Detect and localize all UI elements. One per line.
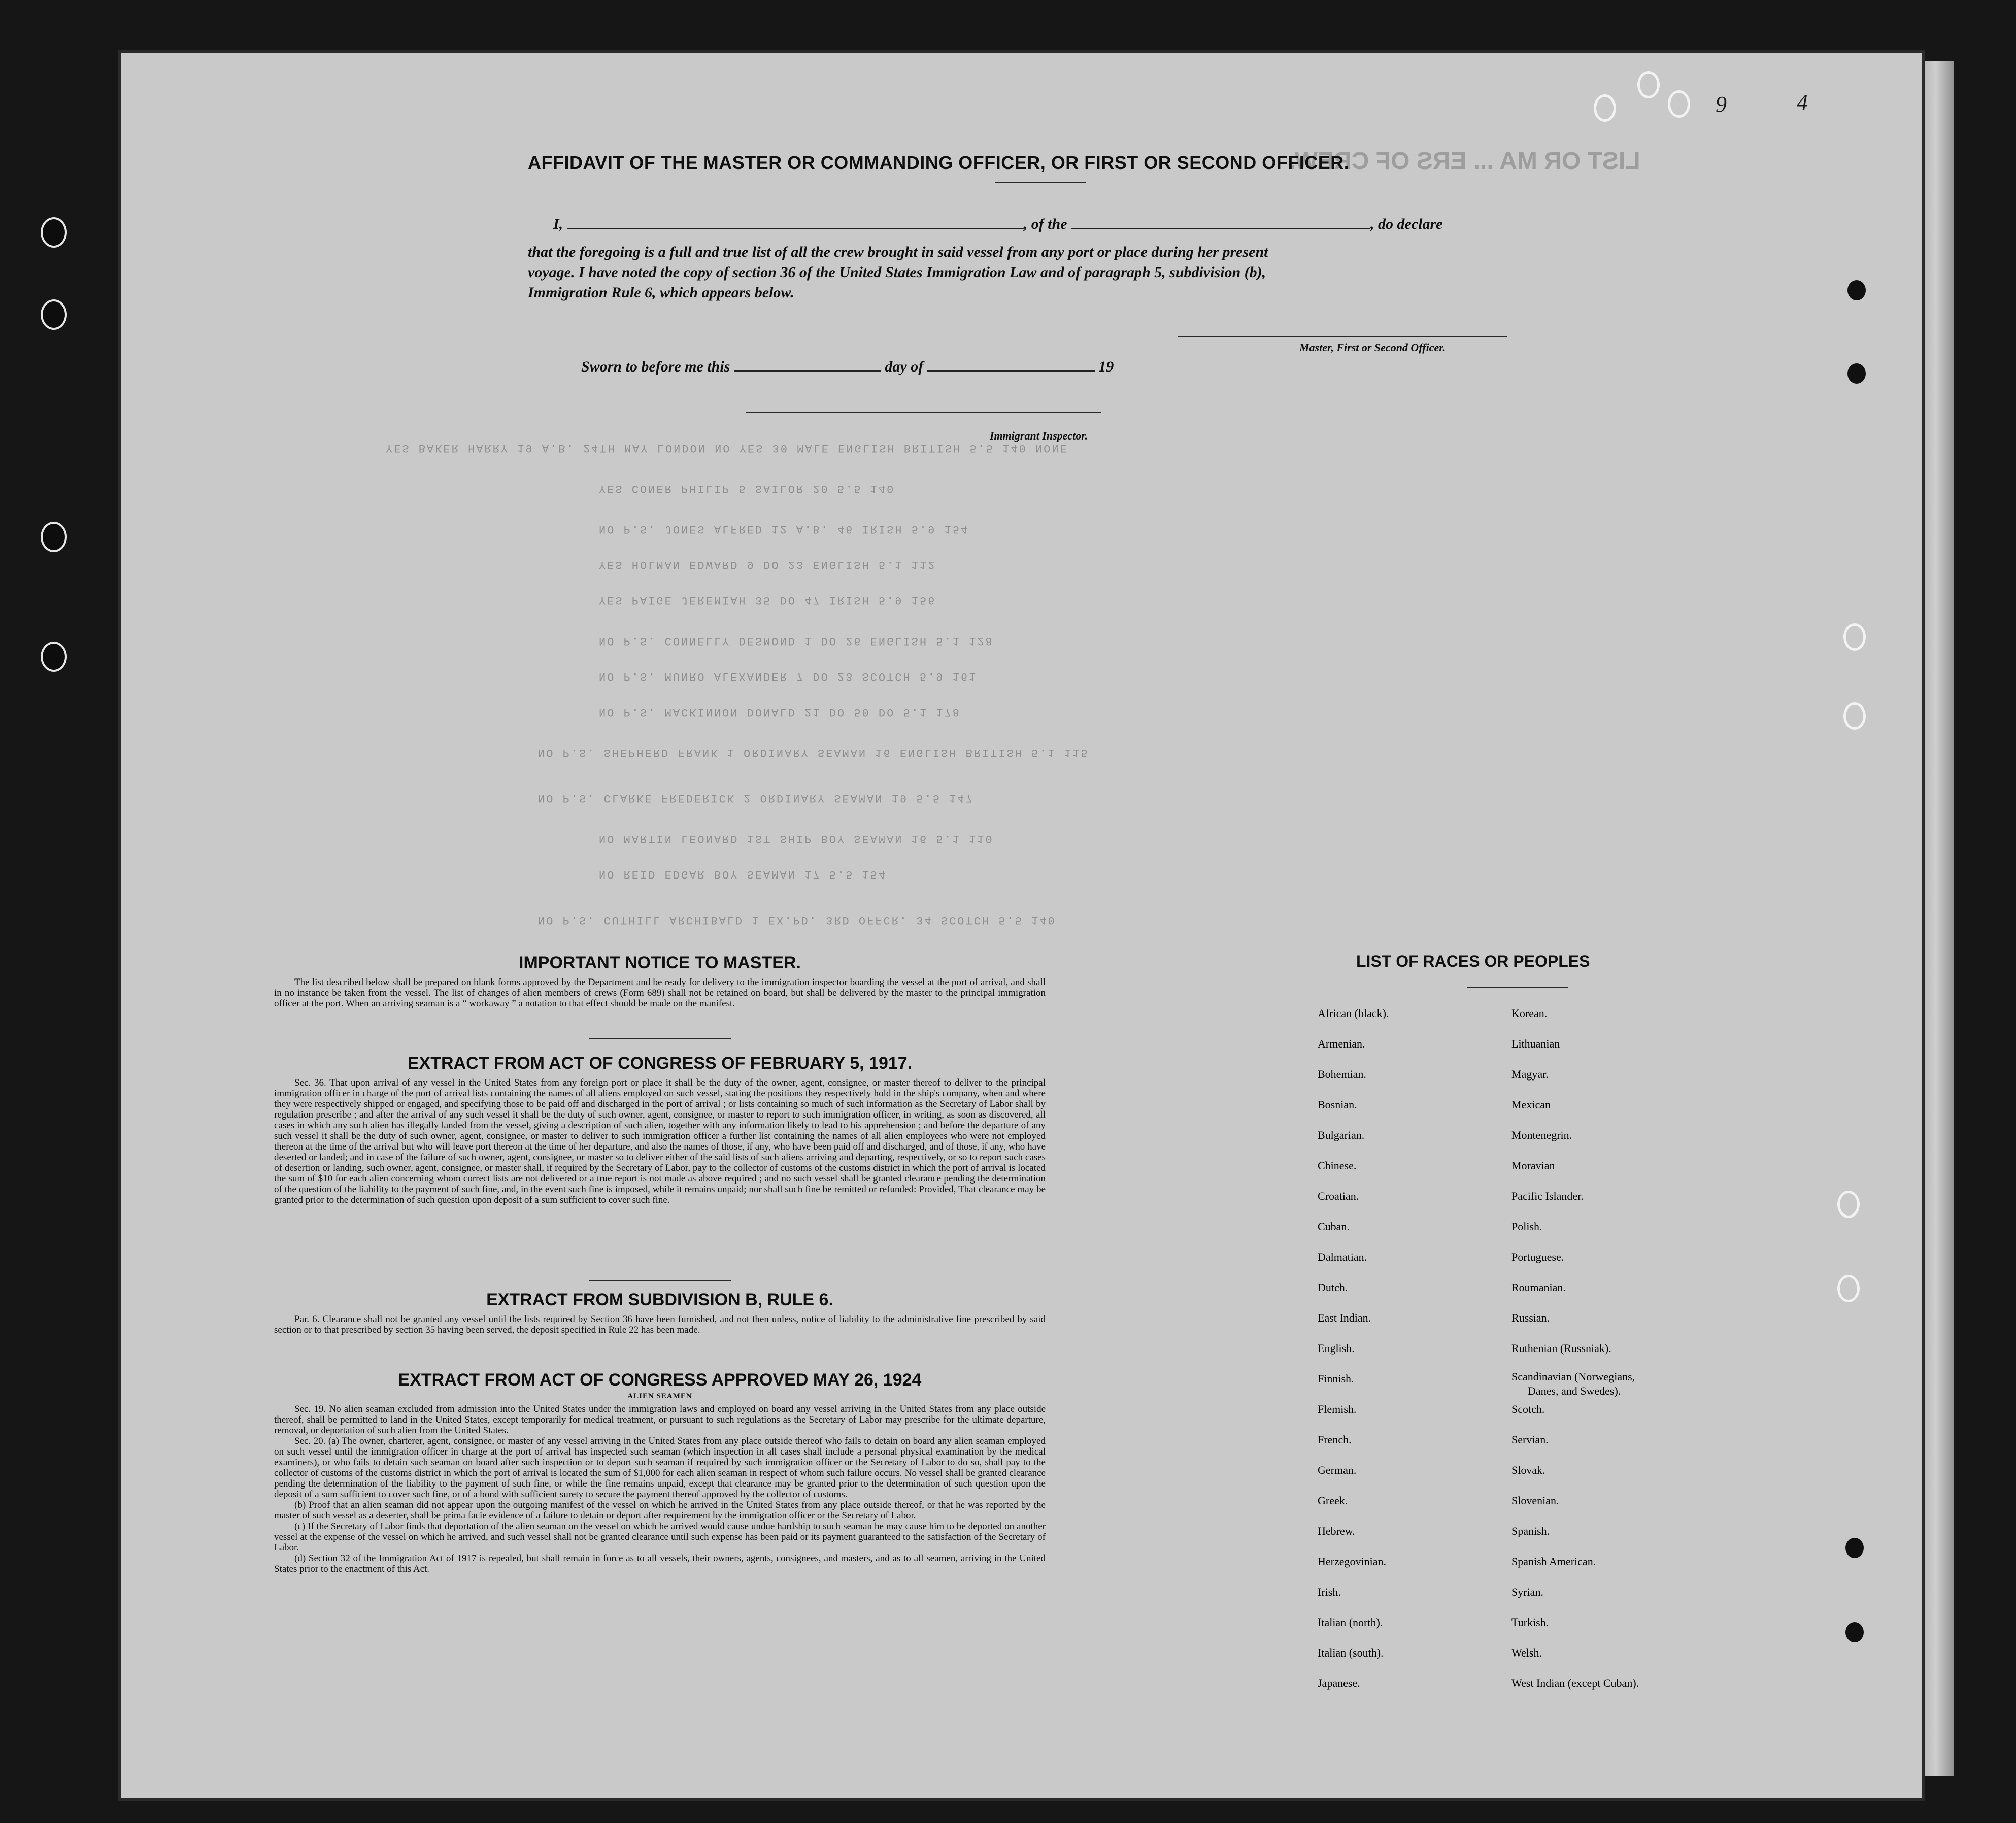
binder-hole [41, 522, 67, 552]
bleed-row: NO MARTIN LEONARD 1ST SHIP BOY SEAMAN 16 5.1 110 [599, 832, 994, 845]
race-item: Portuguese. [1511, 1251, 1564, 1263]
bleed-row: NO P.S. CLARKE FREDERICK 2 ORDINARY SEAMAN 19 5.5 147 [538, 792, 974, 804]
affidavit-line-3: voyage. I have noted the copy of section 36 of the United States Immigration Law and of paragraph 5, subdivision (b), [528, 264, 1266, 281]
bleed-row: YES HOLMAN EDWARD 9 DO 23 ENGLISH 5.1 112 [599, 558, 936, 571]
race-item: Greek. [1318, 1494, 1348, 1507]
affidavit-line-2: that the foregoing is a full and true list of all the crew brought in said vessel from any port or place during her present [528, 244, 1268, 260]
affidavit-of-the: , of the [1023, 216, 1067, 232]
bleed-row: NO P.S. MUNRO ALEXANDER 7 DO 23 SCOTCH 5.9 161 [599, 670, 978, 683]
race-item: Irish. [1318, 1585, 1341, 1598]
extract-rule6-body: Par. 6. Clearance shall not be granted any vessel until the lists required by Section 36 have been furnished, and not then unless, notice of liability to the administrative fine prescribed by said section or to that prescribed by section 35 having been served, the deposit specified in Rule 22 has been made. [274, 1314, 1046, 1335]
bleed-through-header: LIST OR MA ... ERS OF CREW. [1289, 148, 1640, 175]
sworn-line [581, 358, 1114, 376]
master-signature-line [1178, 336, 1507, 337]
race-item: Pacific Islander. [1511, 1190, 1584, 1202]
punch-ring [1594, 94, 1616, 122]
bleed-row: NO REID EDGAR BOY SEAMAN 17 5.5 154 [599, 868, 887, 881]
bleed-row: NO P.S. JONES ALFRED 12 A.B. 46 IRISH 5.9 154 [599, 523, 969, 535]
punch-hole [1845, 1538, 1864, 1558]
race-item: Welsh. [1511, 1646, 1542, 1659]
divider [589, 1280, 731, 1281]
notice-body: The list described below shall be prepared on blank forms approved by the Department and be ready for delivery to the immigration inspector boarding the vessel at the port of arrival, and shall in no instance be taken from the vessel. The list of changes of alien members of crews (Form 689) shall not be retained on board, but shall be delivered by the master to the principal immigration officer at the port. When an arriving seaman is a “ workaway ” a notation to that effect should be made on the manifest. [274, 977, 1046, 1009]
race-item: Spanish. [1511, 1525, 1550, 1537]
extract-1917-body: Sec. 36. That upon arrival of any vessel in the United States from any foreign port or place it shall be the duty of the owner, agent, consignee, or master thereof to deliver to the principal immigration officer in charge of the port of arrival lists containing the names of all aliens employed on such vessel, stating the positions they respectively hold in the ship's company, when and where they were respectively shipped or engaged, and specifying those to be paid off and discharged in the port of arrival ; or lists containing so much of such information as the Secretary of Labor shall by regulation prescribe ; and after the arrival of any such vessel it shall be the duty of such owner, agent, consignee, or master to report to such immigration officer, in writing, as soon as discovered, all cases in which any such alien has illegally landed from the vessel, giving a description of such alien, together with any information likely to lead to his apprehension ; and before the departure of any such vessel it shall be the duty of such owner, agent, consignee, or master to deliver to such immigration officer a further list containing the names of all alien employees who were not employed thereon at the time of the arrival but who will leave port thereon at the time of her departure, and also the names of those, if any, who have been paid off and discharged, and of those, if any, who have deserted or landed; and in case of the failure of such owner, agent, consignee, or master so to deliver either of the said lists of such aliens arriving and departing, respectively, or so to report such cases of desertion or landing, such owner, agent, consignee, or master shall, if required by the Secretary of Labor, pay to the collector of customs of the customs district in which the port of arrival is located the sum of $10 for each alien concerning whom correct lists are not delivered or a true report is not made as above required ; and no such vessel shall be granted clearance pending the determination of the question of the liability to the payment of such fine, and, in the event such fine is imposed, while it remains unpaid; nor shall such fine be remitted or refunded: Provided, That clearance may be granted prior to the determination of such question upon deposit of a sum sufficient to cover such fine. [274, 1077, 1046, 1205]
affidavit-title: AFFIDAVIT OF THE MASTER OR COMMANDING OFFICER, OR FIRST OR SECOND OFFICER. [528, 152, 1350, 173]
binder-hole [41, 299, 67, 330]
race-item: Moravian [1511, 1159, 1555, 1172]
race-item: Dutch. [1318, 1281, 1348, 1294]
race-item: Korean. [1511, 1007, 1548, 1020]
race-item: African (black). [1318, 1007, 1389, 1020]
master-label: Master, First or Second Officer. [1299, 341, 1446, 354]
race-item: Slovenian. [1511, 1494, 1559, 1507]
punch-ring [1843, 623, 1866, 651]
race-item: Japanese. [1318, 1677, 1360, 1690]
race-item: Syrian. [1511, 1585, 1543, 1598]
sworn-day-of: day of [885, 358, 924, 375]
extract-1917-section [274, 1054, 1046, 1205]
sec19-body: Sec. 19. No alien seaman excluded from admission into the United States under the immigration laws and employed on board any vessel arriving in the United States from any place outside thereof, shall be permitted to land in the United States, except temporarily for medical treatment, or pursuant to such regulations as the Secretary of Labor may prescribe for the ultimate departure, removal, or deportation of such alien from the United States. [274, 1404, 1046, 1436]
race-item: Magyar. [1511, 1068, 1549, 1081]
inspector-label: Immigrant Inspector. [990, 429, 1088, 442]
race-item: French. [1318, 1433, 1352, 1446]
punch-hole [1845, 1622, 1864, 1642]
inspector-signature-line [746, 412, 1101, 413]
sec20a-body: Sec. 20. (a) The owner, charterer, agent, consignee, or master of any vessel arriving in the United States from any place outside thereof who fails to detain on board any alien seaman employed on such vessel until the immigration officer in charge at the port of arrival has inspected such seaman (which inspection in all cases shall include a personal physical examination by the medical examiners), or who fails to detain such seaman on board after such inspection or to deport such seaman if required by such immigration officer or the Secretary of Labor to do so, shall pay to the collector of customs of the customs district in which the port of arrival is located the sum of $1,000 for each alien seaman in respect of whom such failure occurs. No vessel shall be granted clearance pending the determination of the liability to the payment of such fine, or while the fine remains unpaid, except that clearance may be granted prior to the determination of such question upon the deposit of a sum sufficient to cover such fine, or of a bond with sufficient surety to secure the payment thereof approved by the collector of customs. [274, 1436, 1046, 1500]
race-item: Polish. [1511, 1220, 1542, 1233]
punch-ring [1843, 702, 1866, 730]
page-edge [1924, 61, 1954, 1776]
races-title: LIST OF RACES OR PEOPLES [1356, 952, 1590, 970]
notice-title: IMPORTANT NOTICE TO MASTER. [519, 953, 801, 972]
race-item: Mexican [1511, 1098, 1551, 1111]
race-item: Bosnian. [1318, 1098, 1357, 1111]
extract-rule6-section [274, 1290, 1046, 1335]
divider [995, 182, 1086, 183]
punch-hole [1847, 280, 1866, 300]
sec20c-body: (c) If the Secretary of Labor finds that deportation of the alien seaman on the vessel on which he arrived would cause undue hardship to such seaman he may cause him to be deported on another vessel at the expense of the vessel on which he arrived, and such vessel shall not be granted clearance until such expense has been paid or its payment guaranteed to the satisfaction of the Secretary of Labor. [274, 1521, 1046, 1553]
divider [1467, 987, 1568, 988]
race-item: Cuban. [1318, 1220, 1350, 1233]
race-item: Roumanian. [1511, 1281, 1566, 1294]
sworn-year: 19 [1098, 358, 1114, 375]
bleed-row: YES CONER PHILIP 5 SAILOR 20 5.5 140 [599, 482, 895, 495]
day-blank [734, 370, 881, 372]
race-item: Armenian. [1318, 1037, 1365, 1050]
sworn-prefix: Sworn to before me this [581, 358, 730, 375]
vessel-name-blank [1071, 228, 1370, 229]
punch-ring [1837, 1275, 1860, 1302]
extract-1917-title: EXTRACT FROM ACT OF CONGRESS OF FEBRUARY 5, 1917. [407, 1054, 913, 1073]
race-item: English. [1318, 1342, 1355, 1355]
bleed-row: YES BAKER HARRY 19 A.B. 24TH MAY LONDON NO YES 30 MALE ENGLISH BRITISH 5.5 140 NONE [386, 442, 1068, 454]
race-item: Russian. [1511, 1311, 1550, 1324]
notice-section [274, 953, 1046, 1009]
race-item: Servian. [1511, 1433, 1549, 1446]
race-item: Bohemian. [1318, 1068, 1366, 1081]
punch-ring [1668, 90, 1690, 118]
sheet-number-mark: 4 [1797, 90, 1808, 115]
extract-1924-section [274, 1370, 1046, 1574]
race-item: Hebrew. [1318, 1525, 1355, 1537]
race-item: German. [1318, 1464, 1357, 1476]
race-item: Lithuanian [1511, 1037, 1560, 1050]
race-item: Spanish American. [1511, 1555, 1596, 1568]
page-number-mark: 9 [1716, 92, 1727, 117]
binder-hole [41, 642, 67, 672]
race-item: Dalmatian. [1318, 1251, 1367, 1263]
race-item: West Indian (except Cuban). [1511, 1677, 1639, 1690]
race-item: Croatian. [1318, 1190, 1359, 1202]
race-item: Turkish. [1511, 1616, 1549, 1629]
bleed-row: NO P.S. MACKINNON DONALD 21 DO 50 DO 5.1 178 [599, 705, 961, 718]
race-item: Montenegrin. [1511, 1129, 1572, 1141]
affidavit-i: I, [553, 216, 563, 232]
bleed-row: YES PAIGE JEREMIAH 35 DO 47 IRISH 5.9 156 [599, 594, 936, 606]
affidavit-do-declare: , do declare [1370, 216, 1443, 232]
binder-hole [41, 217, 67, 248]
sec20d-body: (d) Section 32 of the Immigration Act of 1917 is repealed, but shall remain in force as to all vessels, their owners, agents, consignees, and masters, and as to all seamen, arriving in the United States prior to the enactment of this Act. [274, 1553, 1046, 1574]
race-item: Herzegovinian. [1318, 1555, 1386, 1568]
race-item: Chinese. [1318, 1159, 1357, 1172]
extract-1924-subtitle: ALIEN SEAMEN [627, 1392, 692, 1400]
punch-ring [1637, 71, 1660, 98]
month-blank [927, 370, 1095, 372]
bleed-row: NO P.S. CUTHILL ARCHIBALD 1 EX.PD. 3RD OFFCR. 34 SCOTCH 5.5 140 [538, 914, 1056, 926]
affidavit-line-1 [553, 216, 1442, 233]
race-item: Finnish. [1318, 1372, 1354, 1385]
race-item: Scotch. [1511, 1403, 1545, 1415]
race-item: Danes, and Swedes). [1528, 1385, 1621, 1397]
extract-rule6-title: EXTRACT FROM SUBDIVISION B, RULE 6. [486, 1290, 833, 1309]
race-item: East Indian. [1318, 1311, 1371, 1324]
affidavit-line-4: Immigration Rule 6, which appears below. [528, 284, 794, 301]
bleed-row: NO P.S. SHEPHERD FRANK 1 ORDINARY SEAMAN 16 ENGLISH BRITISH 5.1 115 [538, 746, 1089, 759]
sec20b-body: (b) Proof that an alien seaman did not appear upon the outgoing manifest of the vessel on which he arrived in the United States from any place outside thereof, or that he was reported by the master of such vessel as a deserter, shall be prima facie evidence of a failure to detain or deport after requirement by the immigration officer or the Secretary of Labor. [274, 1500, 1046, 1521]
race-item: Italian (south). [1318, 1646, 1384, 1659]
race-item: Flemish. [1318, 1403, 1357, 1415]
race-item: Scandinavian (Norwegians, [1511, 1370, 1635, 1383]
punch-hole [1847, 363, 1866, 384]
race-item: Ruthenian (Russniak). [1511, 1342, 1611, 1355]
master-name-blank [567, 228, 1024, 229]
race-item: Bulgarian. [1318, 1129, 1365, 1141]
race-item: Italian (north). [1318, 1616, 1383, 1629]
bleed-row: NO P.S. CONNELLY DESMOND 1 DO 26 ENGLISH 5.1 128 [599, 634, 994, 647]
punch-ring [1837, 1191, 1860, 1218]
race-item: Slovak. [1511, 1464, 1545, 1476]
extract-1924-title: EXTRACT FROM ACT OF CONGRESS APPROVED MAY 26, 1924 [398, 1370, 922, 1390]
divider [589, 1038, 731, 1039]
